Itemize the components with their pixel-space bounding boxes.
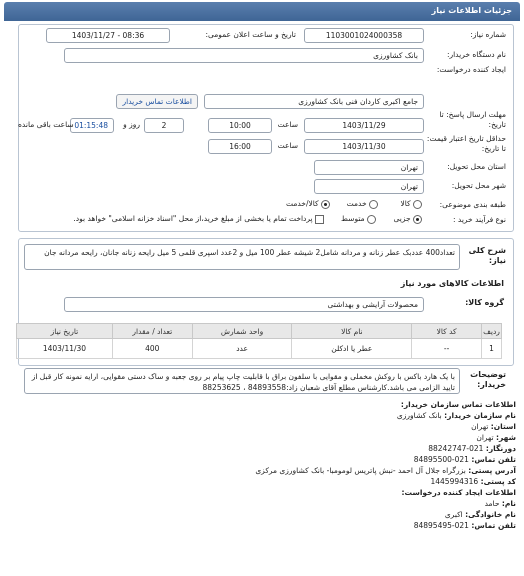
- contact-title-text: اطلاعات تماس سازمان خریدار:: [400, 400, 516, 409]
- contact-phone: [414, 455, 516, 464]
- col-name: نام کالا: [292, 324, 412, 339]
- contact-label: نام سازمان خریدار:: [444, 411, 516, 420]
- contact-value: اکبری: [444, 510, 463, 519]
- remaining-label: ساعت باقی مانده: [18, 120, 74, 129]
- col-qty: تعداد / مقدار: [112, 324, 192, 339]
- contact-org: [397, 411, 516, 420]
- contact-label: تلفن تماس:: [471, 455, 516, 464]
- category-option-label: کالا: [400, 199, 411, 208]
- payment-note: پرداخت تمام یا بخشی از مبلغ خرید،از محل "اسناد خزانه اسلامی" خواهد بود.: [73, 214, 313, 223]
- delivery-city-label: شهر محل تحویل:: [451, 181, 506, 190]
- contact-label: آدرس پستی:: [468, 466, 516, 475]
- creator-phone: [414, 521, 516, 530]
- price-date-field: 1403/11/30: [304, 139, 424, 154]
- contact-label: شهر:: [496, 433, 516, 442]
- buyer-name-field: بانک کشاورزی: [64, 48, 424, 63]
- contact-address: [255, 466, 516, 475]
- goods-group-field: محصولات آرایشی و بهداشتی: [64, 297, 424, 312]
- process-option-minor[interactable]: [393, 214, 422, 224]
- contact-value: تهران: [476, 433, 494, 442]
- remaining-time-field: 01:15:48: [70, 118, 114, 133]
- price-validity-label: حداقل تاریخ اعتبار قیمت: تا تاریخ:: [426, 134, 506, 153]
- delivery-city-field: تهران: [314, 179, 424, 194]
- page-title: جزئیات اطلاعات نیاز: [4, 2, 520, 21]
- delivery-province-label: استان محل تحویل:: [447, 162, 506, 171]
- contact-value: 021-84895500: [413, 455, 469, 464]
- contact-value: حامد: [484, 499, 500, 508]
- contact-label: کد پستی:: [480, 477, 516, 486]
- creator-last-name: [445, 510, 516, 519]
- contact-label: استان:: [490, 422, 516, 431]
- contact-title: [401, 400, 516, 409]
- contact-postal-code: [430, 477, 516, 486]
- announce-field: 1403/11/27 - 08:36: [46, 28, 170, 43]
- reply-deadline-label: مهلت ارسال پاسخ: تا تاریخ:: [439, 110, 506, 129]
- cell-row: 1: [482, 339, 502, 359]
- category-option-label: کالا/خدمت: [285, 199, 319, 208]
- delivery-province-field: تهران: [314, 160, 424, 175]
- reply-time-field: 10:00: [208, 118, 272, 133]
- category-option-goods[interactable]: [400, 199, 422, 209]
- radio-selected-icon: [321, 200, 330, 209]
- contact-value: 021-88242747: [428, 444, 484, 453]
- goods-section-title: اطلاعات کالاهای مورد نیاز: [400, 279, 504, 288]
- contact-label: اطلاعات ایجاد کننده درخواست:: [401, 488, 516, 497]
- contact-label: نام:: [501, 499, 516, 508]
- cell-unit: عدد: [192, 339, 292, 359]
- contact-city: [476, 433, 516, 442]
- contact-label: تلفن تماس:: [471, 521, 516, 530]
- process-option-label: جزیی: [393, 214, 411, 223]
- goods-table: [16, 323, 502, 359]
- col-row: ردیف: [482, 324, 502, 339]
- goods-group-label: گروه کالا:: [465, 298, 504, 307]
- buyer-notes-label: توضیحات خریدار:: [470, 370, 506, 389]
- day-and-label: روز و: [123, 120, 140, 129]
- col-unit: واحد شمارش: [192, 324, 292, 339]
- process-option-medium[interactable]: [341, 214, 376, 224]
- creator-info-title: [402, 488, 517, 497]
- col-code: کد کالا: [412, 324, 482, 339]
- cell-qty: 400: [112, 339, 192, 359]
- category-option-service[interactable]: [347, 199, 378, 209]
- creator-label: ایجاد کننده درخواست:: [436, 65, 506, 74]
- days-field: 2: [144, 118, 184, 133]
- contact-fax: [428, 444, 516, 453]
- buyer-name-label: نام دستگاه خریدار:: [446, 50, 506, 59]
- buyer-contact-link[interactable]: اطلاعات تماس خریدار: [116, 94, 198, 109]
- description-label: شرح کلی نیاز:: [468, 246, 506, 265]
- announce-label: تاریخ و ساعت اعلان عمومی:: [205, 30, 296, 39]
- buyer-notes-text: با یک هارد باکس با روکش مخملی و مقوایی با سلفون براق با قابلیت چاپ پیام بر روی جعبه و ساک دستی مقوایی، ارایه نمونه کار قبل از تایید الزامی می باشد.کارشناس مطلع آقای شعبان زاد:84893558 ، 88253625: [24, 368, 460, 394]
- cell-date: 1403/11/30: [17, 339, 113, 359]
- contact-label: دورنگار:: [485, 444, 516, 453]
- contact-value: تهران: [471, 422, 489, 431]
- category-option-label: خدمت: [346, 199, 367, 208]
- process-option-label: متوسط: [341, 214, 365, 223]
- reply-time-label: ساعت: [277, 120, 298, 129]
- price-time-label: ساعت: [277, 141, 298, 150]
- need-number-label: شماره نیاز:: [470, 30, 506, 39]
- contact-value: بزرگراه جلال آل احمد -نبش پاتریس لومومبا- بانک کشاورزی مرکزی: [255, 466, 466, 475]
- process-label: نوع فرآیند خرید :: [452, 215, 506, 224]
- contact-label: نام خانوادگی:: [465, 510, 516, 519]
- contact-value: بانک کشاورزی: [396, 411, 442, 420]
- checkbox-icon: [315, 215, 324, 224]
- category-option-goods-service[interactable]: [286, 199, 330, 209]
- table-row[interactable]: [17, 339, 502, 359]
- cell-code: --: [412, 339, 482, 359]
- radio-icon: [367, 215, 376, 224]
- need-number-field: 1103001024000358: [304, 28, 424, 43]
- col-date: تاریخ نیاز: [17, 324, 113, 339]
- description-text: تعداد400 عددبک عطر زنانه و مردانه شامل2 شیشه عطر 100 میل و 2عدد اسپری قلمی 5 میل رایحه زنانه جانان، رایحه مردانه جان: [24, 244, 460, 270]
- contact-value: 1445994316: [430, 477, 479, 486]
- cell-name: عطر یا ادکلن: [292, 339, 412, 359]
- creator-field: جامع اکبری کاردان فنی بانک کشاورزی: [204, 94, 424, 109]
- radio-selected-icon: [413, 215, 422, 224]
- creator-first-name: [485, 499, 516, 508]
- radio-icon: [369, 200, 378, 209]
- contact-province: [471, 422, 516, 431]
- contact-value: 021-84895495: [413, 521, 469, 530]
- treasury-payment-checkbox[interactable]: [73, 214, 324, 224]
- price-time-field: 16:00: [208, 139, 272, 154]
- category-label: طبقه بندی موضوعی:: [439, 200, 506, 209]
- reply-date-field: 1403/11/29: [304, 118, 424, 133]
- radio-icon: [413, 200, 422, 209]
